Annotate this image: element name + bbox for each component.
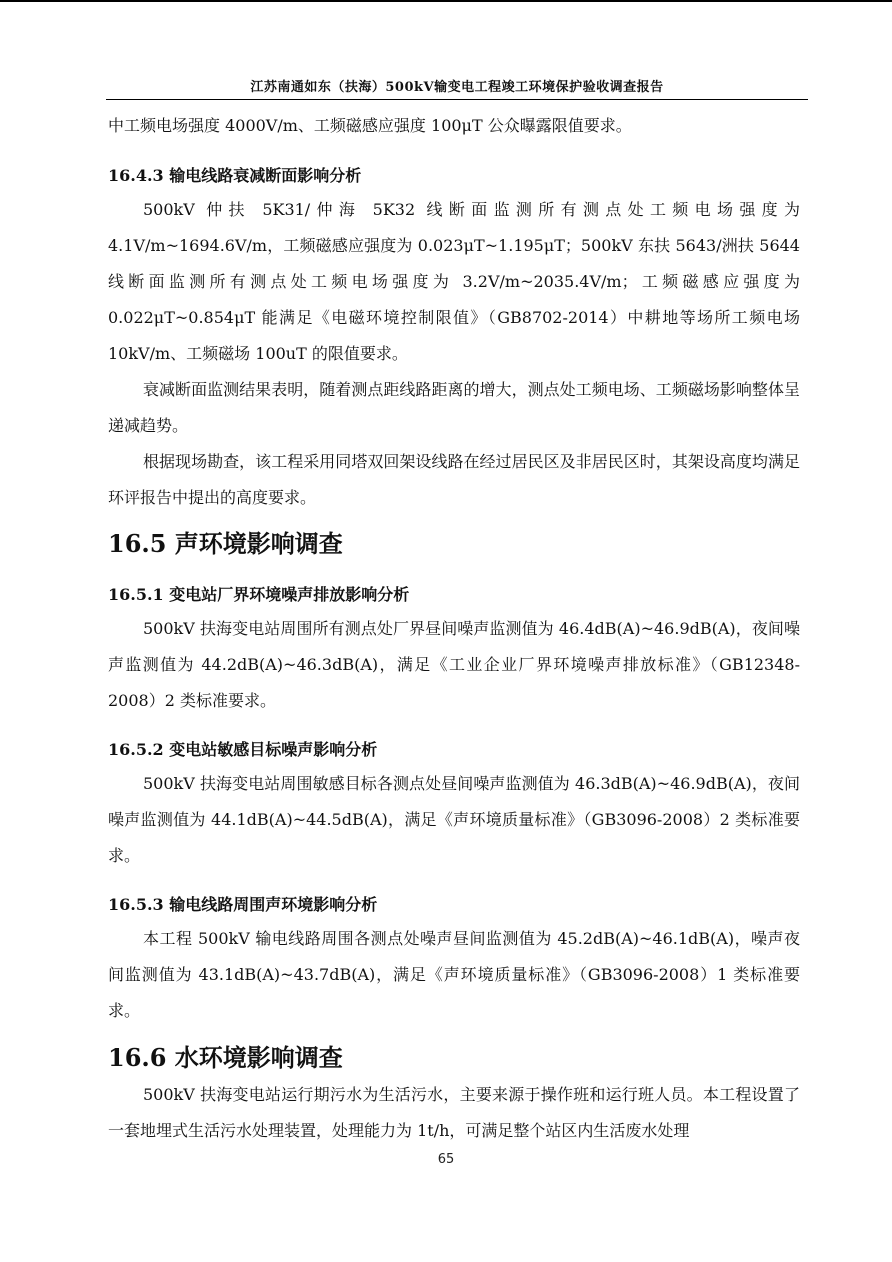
- page-number: 65: [437, 1152, 455, 1167]
- heading-16-4-3: 16.4.3 输电线路衰减断面影响分析: [108, 166, 362, 185]
- paragraph-sensitive-target-noise: 500kV 扶海变电站周围敏感目标各测点处昼间噪声监测值为 46.3dB(A)~46.9dB(A)，夜间噪声监测值为 44.1dB(A)~44.5dB(A)，满足《声环境质量标准》（GB3096-2008）2 类标准要求。: [108, 774, 800, 865]
- heading-16-5-3: 16.5.3 输电线路周围声环境影响分析: [108, 895, 378, 914]
- heading-16-5-2: 16.5.2 变电站敏感目标噪声影响分析: [108, 740, 378, 759]
- header-rule: [106, 99, 808, 100]
- paragraph-continuation: 中工频电场强度 4000V/m、工频磁感应强度 100μT 公众曝露限值要求。: [108, 116, 632, 135]
- page-top-border: [0, 0, 892, 2]
- running-header: 江苏南通如东（扶海）500kV输变电工程竣工环境保护验收调查报告: [250, 80, 664, 95]
- paragraph-water-environment: 500kV 扶海变电站运行期污水为生活污水，主要来源于操作班和运行班人员。本工程设置了一套地埋式生活污水处理装置，处理能力为 1t/h，可满足整个站区内生活废水处理: [108, 1085, 800, 1140]
- heading-16-6: 16.6 水环境影响调查: [108, 1043, 343, 1072]
- paragraph-line-noise: 本工程 500kV 输电线路周围各测点处噪声昼间监测值为 45.2dB(A)~46.1dB(A)，噪声夜间监测值为 43.1dB(A)~43.7dB(A)，满足《声环境质量标准》（GB3096-2008）1 类标准要求。: [108, 929, 800, 1020]
- paragraph-attenuation-trend: 衰减断面监测结果表明，随着测点距线路距离的增大，测点处工频电场、工频磁场影响整体呈递减趋势。: [108, 380, 800, 435]
- paragraph-boundary-noise: 500kV 扶海变电站周围所有测点处厂界昼间噪声监测值为 46.4dB(A)~46.9dB(A)，夜间噪声监测值为 44.2dB(A)~46.3dB(A)，满足《工业企业厂界环境噪声排放标准》（GB12348-2008）2 类标准要求。: [108, 619, 800, 710]
- heading-16-5: 16.5 声环境影响调查: [108, 529, 343, 558]
- paragraph-site-survey: 根据现场勘查，该工程采用同塔双回架设线路在经过居民区及非居民区时，其架设高度均满足环评报告中提出的高度要求。: [108, 452, 800, 507]
- paragraph-line-section-results: 500kV 仲扶 5K31/仲海 5K32 线断面监测所有测点处工频电场强度为 4.1V/m~1694.6V/m，工频磁感应强度为 0.023μT~1.195μT；500kV 东扶 5643/洲扶 5644 线断面监测所有测点处工频电场强度为 3.2V/m~2035.4V/m；工频磁感应强度为 0.022μT~0.854μT 能满足《电磁环境控制限值》（GB8702-2014）中耕地等场所工频电场 10kV/m、工频磁场 100uT 的限值要求。: [108, 200, 800, 363]
- heading-16-5-1: 16.5.1 变电站厂界环境噪声排放影响分析: [108, 585, 410, 604]
